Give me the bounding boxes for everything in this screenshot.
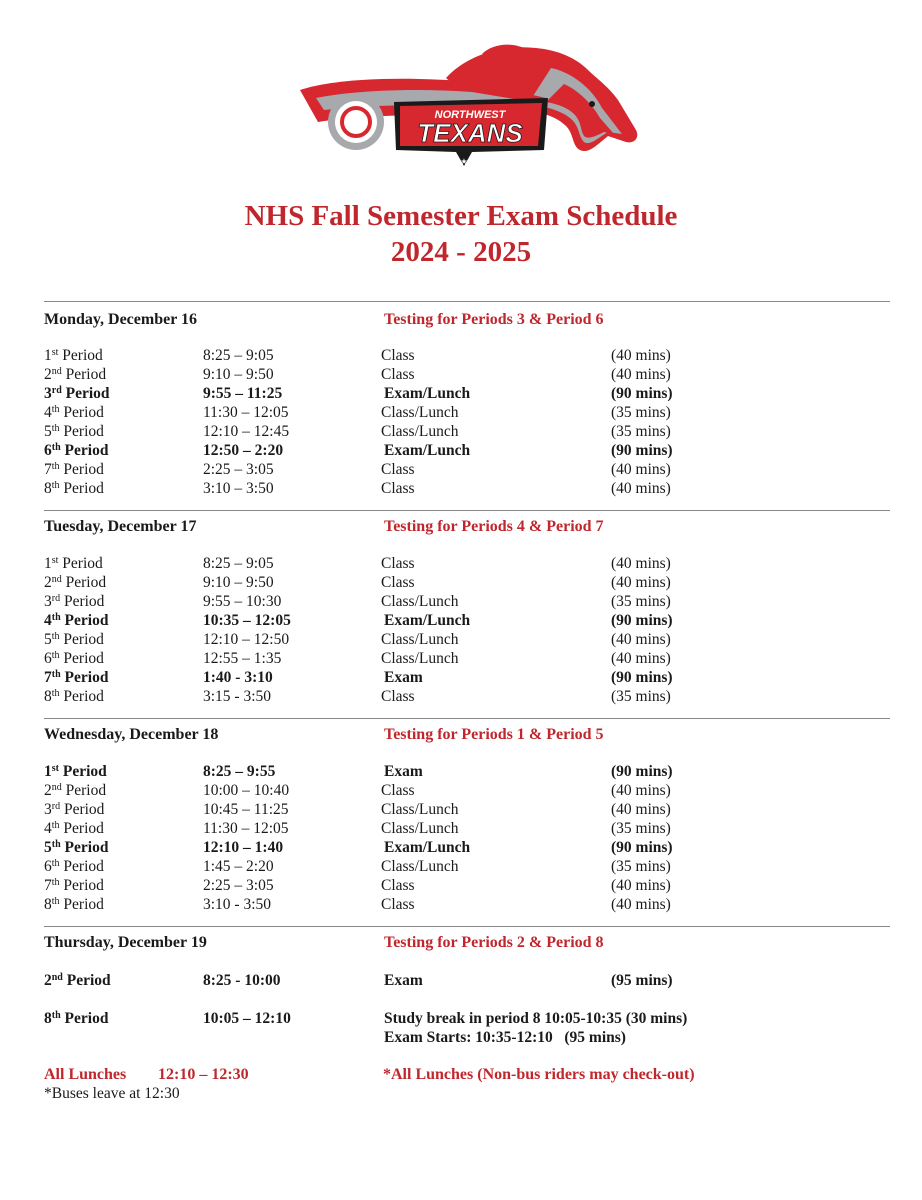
period-time: 12:10 – 1:40 xyxy=(203,839,284,856)
period-label: 3rd Period xyxy=(44,385,110,402)
schedule-row xyxy=(0,592,922,611)
exam-start-note: Exam Starts: 10:35-12:10 (95 mins) xyxy=(384,1029,626,1046)
buses-note: *Buses leave at 12:30 xyxy=(44,1085,180,1102)
logo-rider-hat xyxy=(482,45,524,56)
period-activity: Class/Lunch xyxy=(381,650,459,667)
page-subtitle-year: 2024 - 2025 xyxy=(390,236,532,268)
period-label: 7th Period xyxy=(44,669,109,686)
period-activity: Exam/Lunch xyxy=(384,839,471,856)
schedule-row xyxy=(0,762,922,781)
schedule-row xyxy=(0,346,922,365)
all-lunches-time: 12:10 – 12:30 xyxy=(158,1066,249,1083)
period-activity: Class/Lunch xyxy=(381,858,459,875)
schedule-row xyxy=(0,365,922,384)
period-label: 1st Period xyxy=(44,763,107,780)
northwest-texans-logo xyxy=(296,38,644,170)
divider xyxy=(44,510,890,511)
period-time: 8:25 – 9:05 xyxy=(203,347,274,364)
day-heading-tuesday: Tuesday, December 17 xyxy=(44,518,197,535)
period-label: 8th Period xyxy=(44,688,104,705)
period-duration: (95 mins) xyxy=(611,972,673,989)
period-time: 11:30 – 12:05 xyxy=(203,404,289,421)
schedule-row xyxy=(0,384,922,403)
period-duration: (40 mins) xyxy=(611,461,671,478)
period-time: 11:30 – 12:05 xyxy=(203,820,289,837)
period-time: 9:55 – 11:25 xyxy=(203,385,283,402)
period-activity: Class/Lunch xyxy=(381,593,459,610)
period-label: 7th Period xyxy=(44,877,104,894)
period-duration: (40 mins) xyxy=(611,366,671,383)
day-heading-monday: Monday, December 16 xyxy=(44,311,198,328)
period-duration: (35 mins) xyxy=(611,404,671,421)
schedule-row xyxy=(0,441,922,460)
period-label: 8th Period xyxy=(44,896,104,913)
period-label: 5th Period xyxy=(44,423,104,440)
period-time: 1:45 – 2:20 xyxy=(203,858,274,875)
period-time: 3:15 - 3:50 xyxy=(203,688,272,705)
period-label: 6th Period xyxy=(44,650,104,667)
schedule-row xyxy=(0,611,922,630)
schedule-row xyxy=(0,630,922,649)
period-label: 4th Period xyxy=(44,612,109,629)
period-time: 12:50 – 2:20 xyxy=(203,442,284,459)
day-heading-wednesday: Wednesday, December 18 xyxy=(44,726,219,743)
period-label: 4th Period xyxy=(44,820,104,837)
all-lunches-label: All Lunches xyxy=(44,1066,127,1083)
period-duration: (40 mins) xyxy=(611,480,671,497)
period-time: 8:25 - 10:00 xyxy=(203,972,281,989)
divider xyxy=(44,718,890,719)
period-activity: Class xyxy=(381,877,415,894)
period-activity: Class/Lunch xyxy=(381,801,459,818)
period-label: 1st Period xyxy=(44,347,103,364)
period-duration: (35 mins) xyxy=(611,858,671,875)
period-duration: (40 mins) xyxy=(611,347,671,364)
period-activity: Class/Lunch xyxy=(381,423,459,440)
logo-star-icon: ★ xyxy=(460,157,468,166)
page-title: NHS Fall Semester Exam Schedule xyxy=(244,200,678,232)
period-time: 12:10 – 12:50 xyxy=(203,631,290,648)
logo-line2: TEXANS xyxy=(417,118,523,148)
period-activity: Class xyxy=(381,366,415,383)
period-duration: (90 mins) xyxy=(611,385,673,402)
period-time: 8:25 – 9:55 xyxy=(203,763,276,780)
testing-note-tuesday: Testing for Periods 4 & Period 7 xyxy=(384,518,604,535)
schedule-row xyxy=(0,781,922,800)
period-duration: (40 mins) xyxy=(611,877,671,894)
period-activity: Class xyxy=(381,480,415,497)
period-label: 5th Period xyxy=(44,839,109,856)
period-duration: (40 mins) xyxy=(611,896,671,913)
schedule-row xyxy=(0,460,922,479)
period-activity: Exam/Lunch xyxy=(384,442,471,459)
period-activity: Exam xyxy=(384,669,423,686)
period-label: 2nd Period xyxy=(44,366,107,383)
period-duration: (40 mins) xyxy=(611,631,671,648)
period-activity: Class/Lunch xyxy=(381,631,459,648)
period-time: 3:10 - 3:50 xyxy=(203,896,272,913)
schedule-row-thursday-8th xyxy=(0,1009,922,1028)
schedule-row xyxy=(0,403,922,422)
period-label: 6th Period xyxy=(44,858,104,875)
period-duration: (40 mins) xyxy=(611,574,671,591)
period-activity: Class xyxy=(381,347,415,364)
period-duration: (90 mins) xyxy=(611,763,673,780)
period-activity: Class/Lunch xyxy=(381,404,459,421)
period-activity: Class xyxy=(381,896,415,913)
period-activity: Class xyxy=(381,688,415,705)
period-time: 12:10 – 12:45 xyxy=(203,423,290,440)
period-duration: (35 mins) xyxy=(611,423,671,440)
study-break-note: Study break in period 8 10:05-10:35 (30 mins) xyxy=(384,1010,688,1027)
period-time: 3:10 – 3:50 xyxy=(203,480,274,497)
period-label: 2nd Period xyxy=(44,782,107,799)
period-time: 10:00 – 10:40 xyxy=(203,782,290,799)
schedule-row xyxy=(0,819,922,838)
period-duration: (90 mins) xyxy=(611,442,673,459)
schedule-row xyxy=(0,422,922,441)
exam-start-row xyxy=(0,1028,922,1047)
period-duration: (40 mins) xyxy=(611,650,671,667)
period-time: 2:25 – 3:05 xyxy=(203,461,274,478)
period-duration: (90 mins) xyxy=(611,612,673,629)
period-duration: (35 mins) xyxy=(611,688,671,705)
period-activity: Exam/Lunch xyxy=(384,612,471,629)
logo-line1: NORTHWEST xyxy=(434,109,506,121)
period-time: 8:25 – 9:05 xyxy=(203,555,274,572)
schedule-row xyxy=(0,479,922,498)
period-time: 9:10 – 9:50 xyxy=(203,366,274,383)
period-activity: Exam xyxy=(384,972,423,989)
period-label: 2nd Period xyxy=(44,574,107,591)
period-activity: Class/Lunch xyxy=(381,820,459,837)
period-duration: (90 mins) xyxy=(611,839,673,856)
schedule-row xyxy=(0,800,922,819)
period-label: 2nd Period xyxy=(44,972,111,989)
period-label: 7th Period xyxy=(44,461,104,478)
period-duration: (35 mins) xyxy=(611,593,671,610)
period-duration: (35 mins) xyxy=(611,820,671,837)
period-label: 3rd Period xyxy=(44,593,105,610)
schedule-row xyxy=(0,857,922,876)
period-time: 9:10 – 9:50 xyxy=(203,574,274,591)
period-time: 9:55 – 10:30 xyxy=(203,593,282,610)
divider xyxy=(44,301,890,302)
period-activity: Exam xyxy=(384,763,423,780)
period-duration: (40 mins) xyxy=(611,555,671,572)
period-activity: Class xyxy=(381,555,415,572)
period-label: 1st Period xyxy=(44,555,103,572)
period-label: 4th Period xyxy=(44,404,104,421)
testing-note-wednesday: Testing for Periods 1 & Period 5 xyxy=(384,726,604,743)
period-activity: Class xyxy=(381,461,415,478)
all-lunches-note: *All Lunches (Non-bus riders may check-out) xyxy=(383,1066,695,1083)
period-time: 10:45 – 11:25 xyxy=(203,801,289,818)
period-duration: (40 mins) xyxy=(611,801,671,818)
period-label: 5th Period xyxy=(44,631,104,648)
schedule-row xyxy=(0,895,922,914)
schedule-row xyxy=(0,573,922,592)
period-time: 1:40 - 3:10 xyxy=(203,669,273,686)
period-label: 8th Period xyxy=(44,1010,109,1027)
schedule-row xyxy=(0,838,922,857)
period-activity: Class xyxy=(381,782,415,799)
schedule-row-thursday-2nd xyxy=(0,971,922,990)
period-activity: Class xyxy=(381,574,415,591)
schedule-row xyxy=(0,876,922,895)
schedule-row xyxy=(0,687,922,706)
day-heading-thursday: Thursday, December 19 xyxy=(44,934,207,951)
testing-note-monday: Testing for Periods 3 & Period 6 xyxy=(384,311,604,328)
schedule-row xyxy=(0,649,922,668)
period-time: 12:55 – 1:35 xyxy=(203,650,282,667)
schedule-row xyxy=(0,554,922,573)
testing-note-thursday: Testing for Periods 2 & Period 8 xyxy=(384,934,604,951)
period-label: 3rd Period xyxy=(44,801,105,818)
period-duration: (90 mins) xyxy=(611,669,673,686)
divider xyxy=(44,926,890,927)
period-activity: Exam/Lunch xyxy=(384,385,471,402)
period-time: 10:05 – 12:10 xyxy=(203,1010,291,1027)
period-label: 8th Period xyxy=(44,480,104,497)
period-duration: (40 mins) xyxy=(611,782,671,799)
period-time: 10:35 – 12:05 xyxy=(203,612,291,629)
period-time: 2:25 – 3:05 xyxy=(203,877,274,894)
schedule-row xyxy=(0,668,922,687)
period-label: 6th Period xyxy=(44,442,109,459)
